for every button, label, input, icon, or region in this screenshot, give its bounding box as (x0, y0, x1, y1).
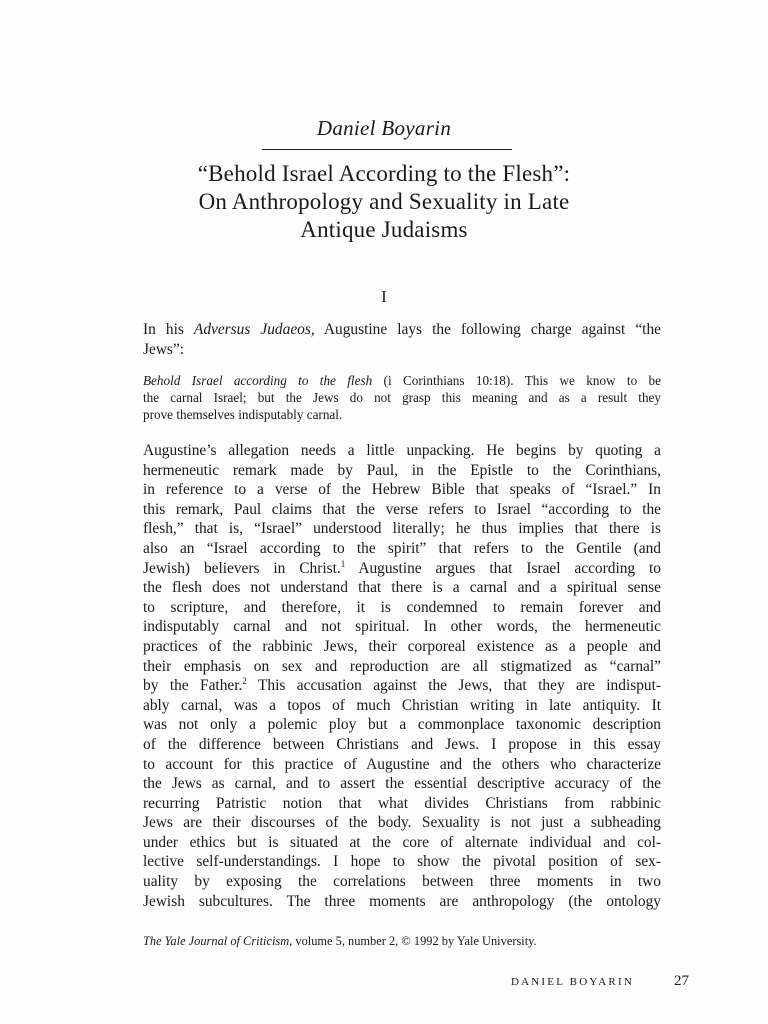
para-line: flesh,” that is, “Israel” understood literally; he thus implies that there is (143, 520, 661, 538)
author-name: Daniel Boyarin (316, 116, 452, 140)
journal-name: The Yale Journal of Criticism, (143, 934, 293, 948)
quote-line-1: Behold Israel according to the flesh (i Corinthians 10:18). This we know to be (143, 373, 661, 388)
footnote-ref-2[interactable]: 2 (242, 676, 247, 687)
body-paragraph (143, 441, 661, 911)
para-line: under ethics but is situated at the core of alternate individual and col- (143, 833, 661, 851)
para-line: uality by exposing the correlations between three moments in two (143, 873, 661, 891)
para-line: in reference to a verse of the Hebrew Bible that speaks of “Israel.” In (143, 481, 661, 499)
work-title: Adversus Judaeos, (193, 321, 315, 338)
para-line: lective self-understandings. I hope to show the pivotal position of sex- (143, 853, 661, 871)
para-line: was not only a polemic ploy but a commonplace taxonomic description (143, 716, 661, 734)
title-rule (262, 149, 512, 150)
para-line: Jewish) believers in Christ.$^1$ Augustine argues that Israel according to (143, 558, 661, 577)
para-line: by the Father.$^2$ This accusation against the Jews, that they are indisput- (143, 676, 661, 695)
journal-citation: The Yale Journal of Criticism, volume 5, number 2, © 1992 by Yale University. (143, 934, 537, 948)
section-number: I (381, 287, 387, 306)
para-line: to scripture, and therefore, it is condemned to remain forever and (143, 598, 661, 616)
para-line: Augustine’s allegation needs a little unpacking. He begins by quoting a (143, 442, 661, 459)
running-footer: DANIEL BOYARIN (511, 976, 634, 988)
para-line: ably carnal, was a topos of much Christian writing in late antiquity. It (143, 696, 661, 714)
para-line: the flesh does not understand that there is a carnal and a spiritual sense (143, 579, 661, 597)
page-number: 27 (674, 973, 689, 989)
para-line: this remark, Paul claims that the verse refers to Israel “according to the (143, 500, 661, 518)
para-line: also an “Israel according to the spirit” that refers to the Gentile (and (143, 539, 661, 557)
footnote-ref-1[interactable]: 1 (340, 558, 346, 569)
intro-paragraph (143, 320, 661, 359)
para-line: practices of the rabbinic Jews, their corporeal existence as a people and (143, 637, 661, 655)
para-line: Jews are their discourses of the body. Sexuality is not just a subheading (143, 814, 661, 832)
para-line: recurring Patristic notion that what divides Christians from rabbinic (143, 794, 661, 812)
block-quote (143, 372, 661, 423)
intro-line-2: Jews”: (143, 340, 185, 358)
title-line-3: Antique Judaisms (300, 217, 468, 242)
para-line: to account for this practice of Augustine and the others who characterize (143, 755, 661, 773)
para-line: the Jews as carnal, and to assert the essential descriptive accuracy of the (143, 775, 661, 793)
quote-line-3: prove themselves indisputably carnal. (143, 407, 343, 422)
title-line-2: On Anthropology and Sexuality in Late (198, 189, 570, 214)
quote-line-2: the carnal Israel; but the Jews do not grasp this meaning and as a result they (143, 390, 661, 405)
title-line-1: “Behold Israel According to the Flesh”: (197, 161, 571, 186)
para-line: of the difference between Christians and Jews. I propose in this essay (143, 735, 661, 753)
para-line: indisputably carnal and not spiritual. In other words, the hermeneutic (143, 618, 661, 636)
para-line: their emphasis on sex and reproduction are all stigmatized as “carnal” (143, 657, 661, 675)
intro-line-1: In his Adversus Judaeos, Augustine lays the following charge against “the (143, 321, 661, 338)
para-line: Jewish subcultures. The three moments are anthropology (the ontology (143, 892, 661, 910)
para-line: hermeneutic remark made by Paul, in the Epistle to the Corinthians, (143, 461, 661, 479)
article-title (0, 160, 768, 244)
